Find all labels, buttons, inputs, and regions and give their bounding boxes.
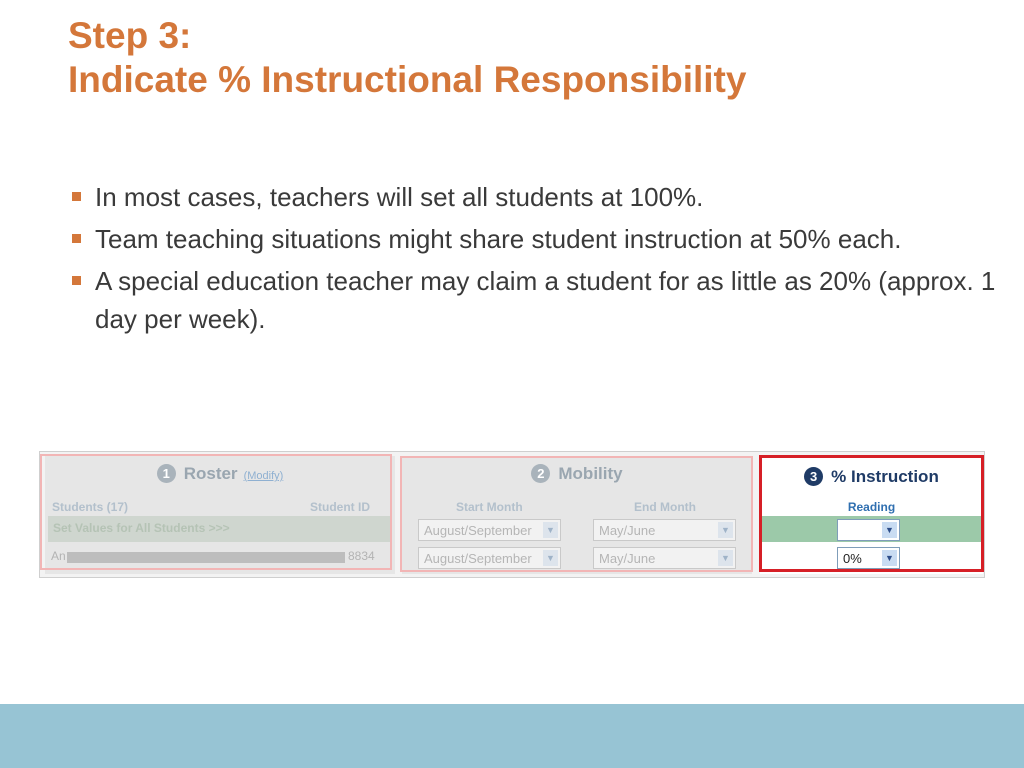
step-1-icon: 1 (157, 464, 176, 483)
step-2-icon: 2 (531, 464, 550, 483)
bullet-item: A special education teacher may claim a student for as little as 20% (approx. 1 day per week). (72, 262, 1002, 338)
student-id-header: Student ID (310, 500, 370, 514)
end-month-header: End Month (634, 500, 696, 514)
chevron-down-icon: ▼ (718, 550, 733, 566)
chevron-down-icon: ▼ (882, 550, 897, 566)
embedded-screenshot (39, 451, 985, 578)
bullet-item: Team teaching situations might share student instruction at 50% each. (72, 220, 1002, 258)
start-month-header: Start Month (456, 500, 523, 514)
student-percent-value: 0% (843, 551, 862, 566)
mobility-highlight-frame (400, 456, 753, 572)
reading-header: Reading (847, 500, 896, 514)
chevron-down-icon: ▼ (543, 522, 558, 538)
chevron-down-icon: ▼ (543, 550, 558, 566)
mobility-title-label: Mobility (558, 464, 623, 483)
bullet-list (72, 178, 1002, 342)
title-step: Step 3: (68, 15, 192, 56)
chevron-down-icon: ▼ (882, 522, 897, 538)
start-month-value: August/September (424, 523, 532, 538)
roster-highlight-frame (40, 454, 392, 570)
start-month-value: August/September (424, 551, 532, 566)
end-month-value: May/June (599, 523, 656, 538)
instruction-highlight-frame (759, 455, 984, 572)
chevron-down-icon: ▼ (718, 522, 733, 538)
title-heading: Indicate % Instructional Responsibility (68, 59, 747, 100)
step-3-icon: 3 (804, 467, 823, 486)
roster-title-label: Roster (183, 464, 238, 483)
end-month-value: May/June (599, 551, 656, 566)
slide-title (68, 14, 746, 102)
students-header: Students (17) (52, 500, 129, 514)
student-id: 8834 (348, 549, 375, 563)
instruction-title-label: % Instruction (831, 467, 939, 486)
set-values-label: Set Values for All Students >>> (53, 521, 230, 535)
footer-band (0, 704, 1024, 768)
modify-link[interactable]: (Modify) (243, 470, 284, 482)
bullet-item: In most cases, teachers will set all students at 100%. (72, 178, 1002, 216)
student-name: An (51, 549, 66, 563)
